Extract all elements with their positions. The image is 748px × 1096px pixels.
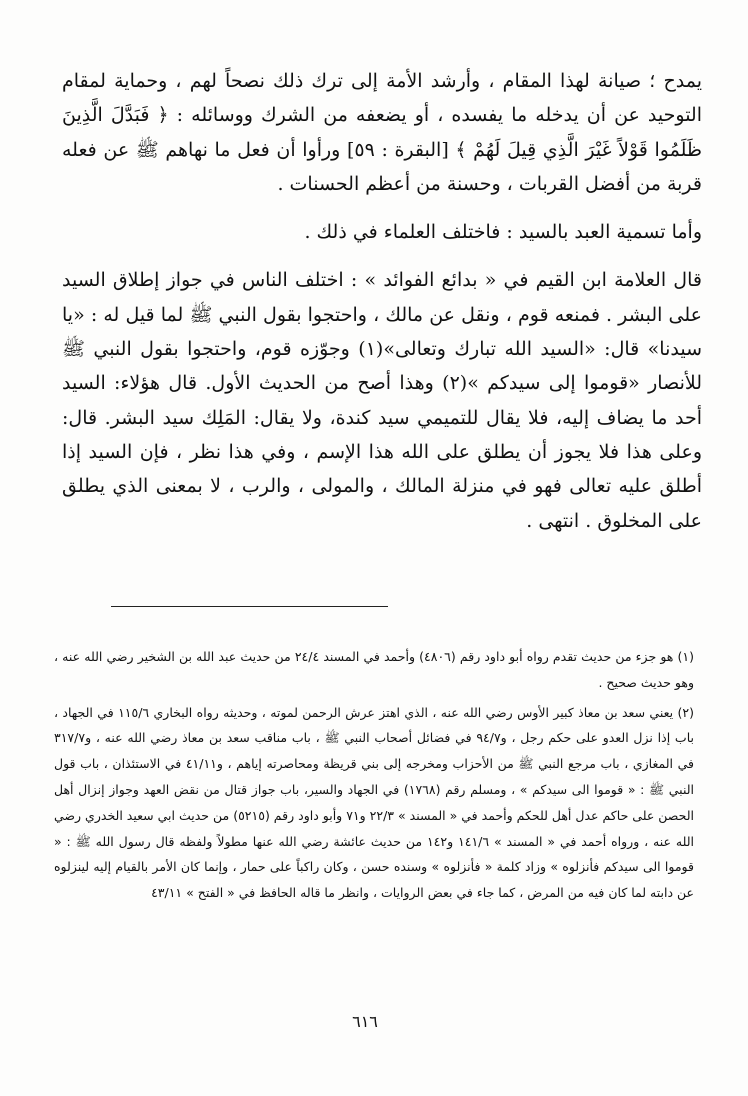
paragraph-3: قال العلامة ابن القيم في « بدائع الفوائد » : اختلف الناس في جواز إطلاق السيد على البشر . فمنعه قوم ، ونقل عن مالك ، واحتجوا بقول النبي ﷺ لما قيل له : «يا سيدنا» قال: «السيد الله تبارك وتعالى»(١) وجوّزه قوم، واحتجوا بقول النبي ﷺ للأنصار «قوموا إلى سيدكم »(٢) وهذا أصح من الحديث الأول. قال هؤلاء: السيد أحد ما يضاف إليه، فلا يقال للتميمي سيد كندة، ولا يقال: المَلِك سيد البشر. قال: وعلى هذا فلا يجوز أن يطلق على الله هذا الإسم ، وفي هذا نظر ، فإن السيد إذا أطلق عليه تعالى فهو في منزلة المالك ، والمولى ، والرب ، لا بمعنى الذي يطلق على المخلوق . انتهى . [62, 269, 702, 532]
main-text-body [62, 64, 702, 538]
page-number: ٦١٦ [352, 1012, 378, 1031]
paragraph-1: يمدح ؛ صيانة لهذا المقام ، وأرشد الأمة إلى ترك ذلك نصحاً لهم ، وحماية لمقام التوحيد عن أن يدخله ما يفسده ، أو يضعفه من الشرك ووسائله : ﴿ فَبَدَّلَ الَّذِينَ ظَلَمُوا قَوْلاً غَيْرَ الَّذِي قِيلَ لَهُمْ ﴾ [البقرة : ٥٩] ورأوا أن فعل ما نهاهم ﷺ عن فعله قربة من أفضل القربات ، وحسنة من أعظم الحسنات . [62, 70, 703, 195]
footnote-1: (١) هو جزء من حديث تقدم رواه أبو داود رقم (٤٨٠٦) وأحمد في المسند ٢٤/٤ من حديث عبد الله بن الشخير رضي الله عنه ، وهو حديث صحيح . [54, 649, 694, 690]
footnotes [54, 644, 694, 906]
footnote-2: (٢) يعني سعد بن معاذ كبير الأوس رضي الله عنه ، الذي اهتز عرش الرحمن لموته ، وحديثه رواه البخاري ١١٥/٦ في الجهاد ، باب إذا نزل العدو على حكم رجل ، و٩٤/٧ في فضائل أصحاب النبي ﷺ ، باب مناقب سعد بن معاذ رضي الله عنه ، و٣١٧/٧ في المغازي ، باب مرجع النبي ﷺ من الأحزاب ومخرجه إلى بني قريظة ومحاصرته إياهم ، و٤١/١١ في الاستئذان ، باب قول النبي ﷺ : « قوموا الى سيدكم » ، ومسلم رقم (١٧٦٨) في الجهاد والسير، باب جواز قتال من نقض العهد وجواز إنزال أهل الحصن على حاكم عدل أهل للحكم وأحمد في « المسند » ٢٢/٣ و٧١ وأبو داود رقم (٥٢١٥) من حديث ابي سعيد الخدري رضي الله عنه ، ورواه أحمد في « المسند » ١٤١/٦ و١٤٢ من حديث عائشة رضي الله عنها مطولاً ولفظه قال رسول الله ﷺ : « قوموا الى سيدكم فأنزلوه » وزاد كلمة « فأنزلوه » وسنده حسن ، وكان راكباً على حمار ، وإنما كان الأمر بالقيام إليه لينزلوه عن دابته لما كان فيه من المرض ، كما جاء في بعض الروايات ، وانظر ما قاله الحافظ في « الفتح » ٤٣/١١ [54, 704, 694, 901]
paragraph-spacer [62, 249, 702, 263]
paragraph-spacer [62, 201, 702, 215]
footnote-separator [111, 606, 388, 607]
paragraph-2: وأما تسمية العبد بالسيد : فاختلف العلماء في ذلك . [304, 221, 702, 244]
